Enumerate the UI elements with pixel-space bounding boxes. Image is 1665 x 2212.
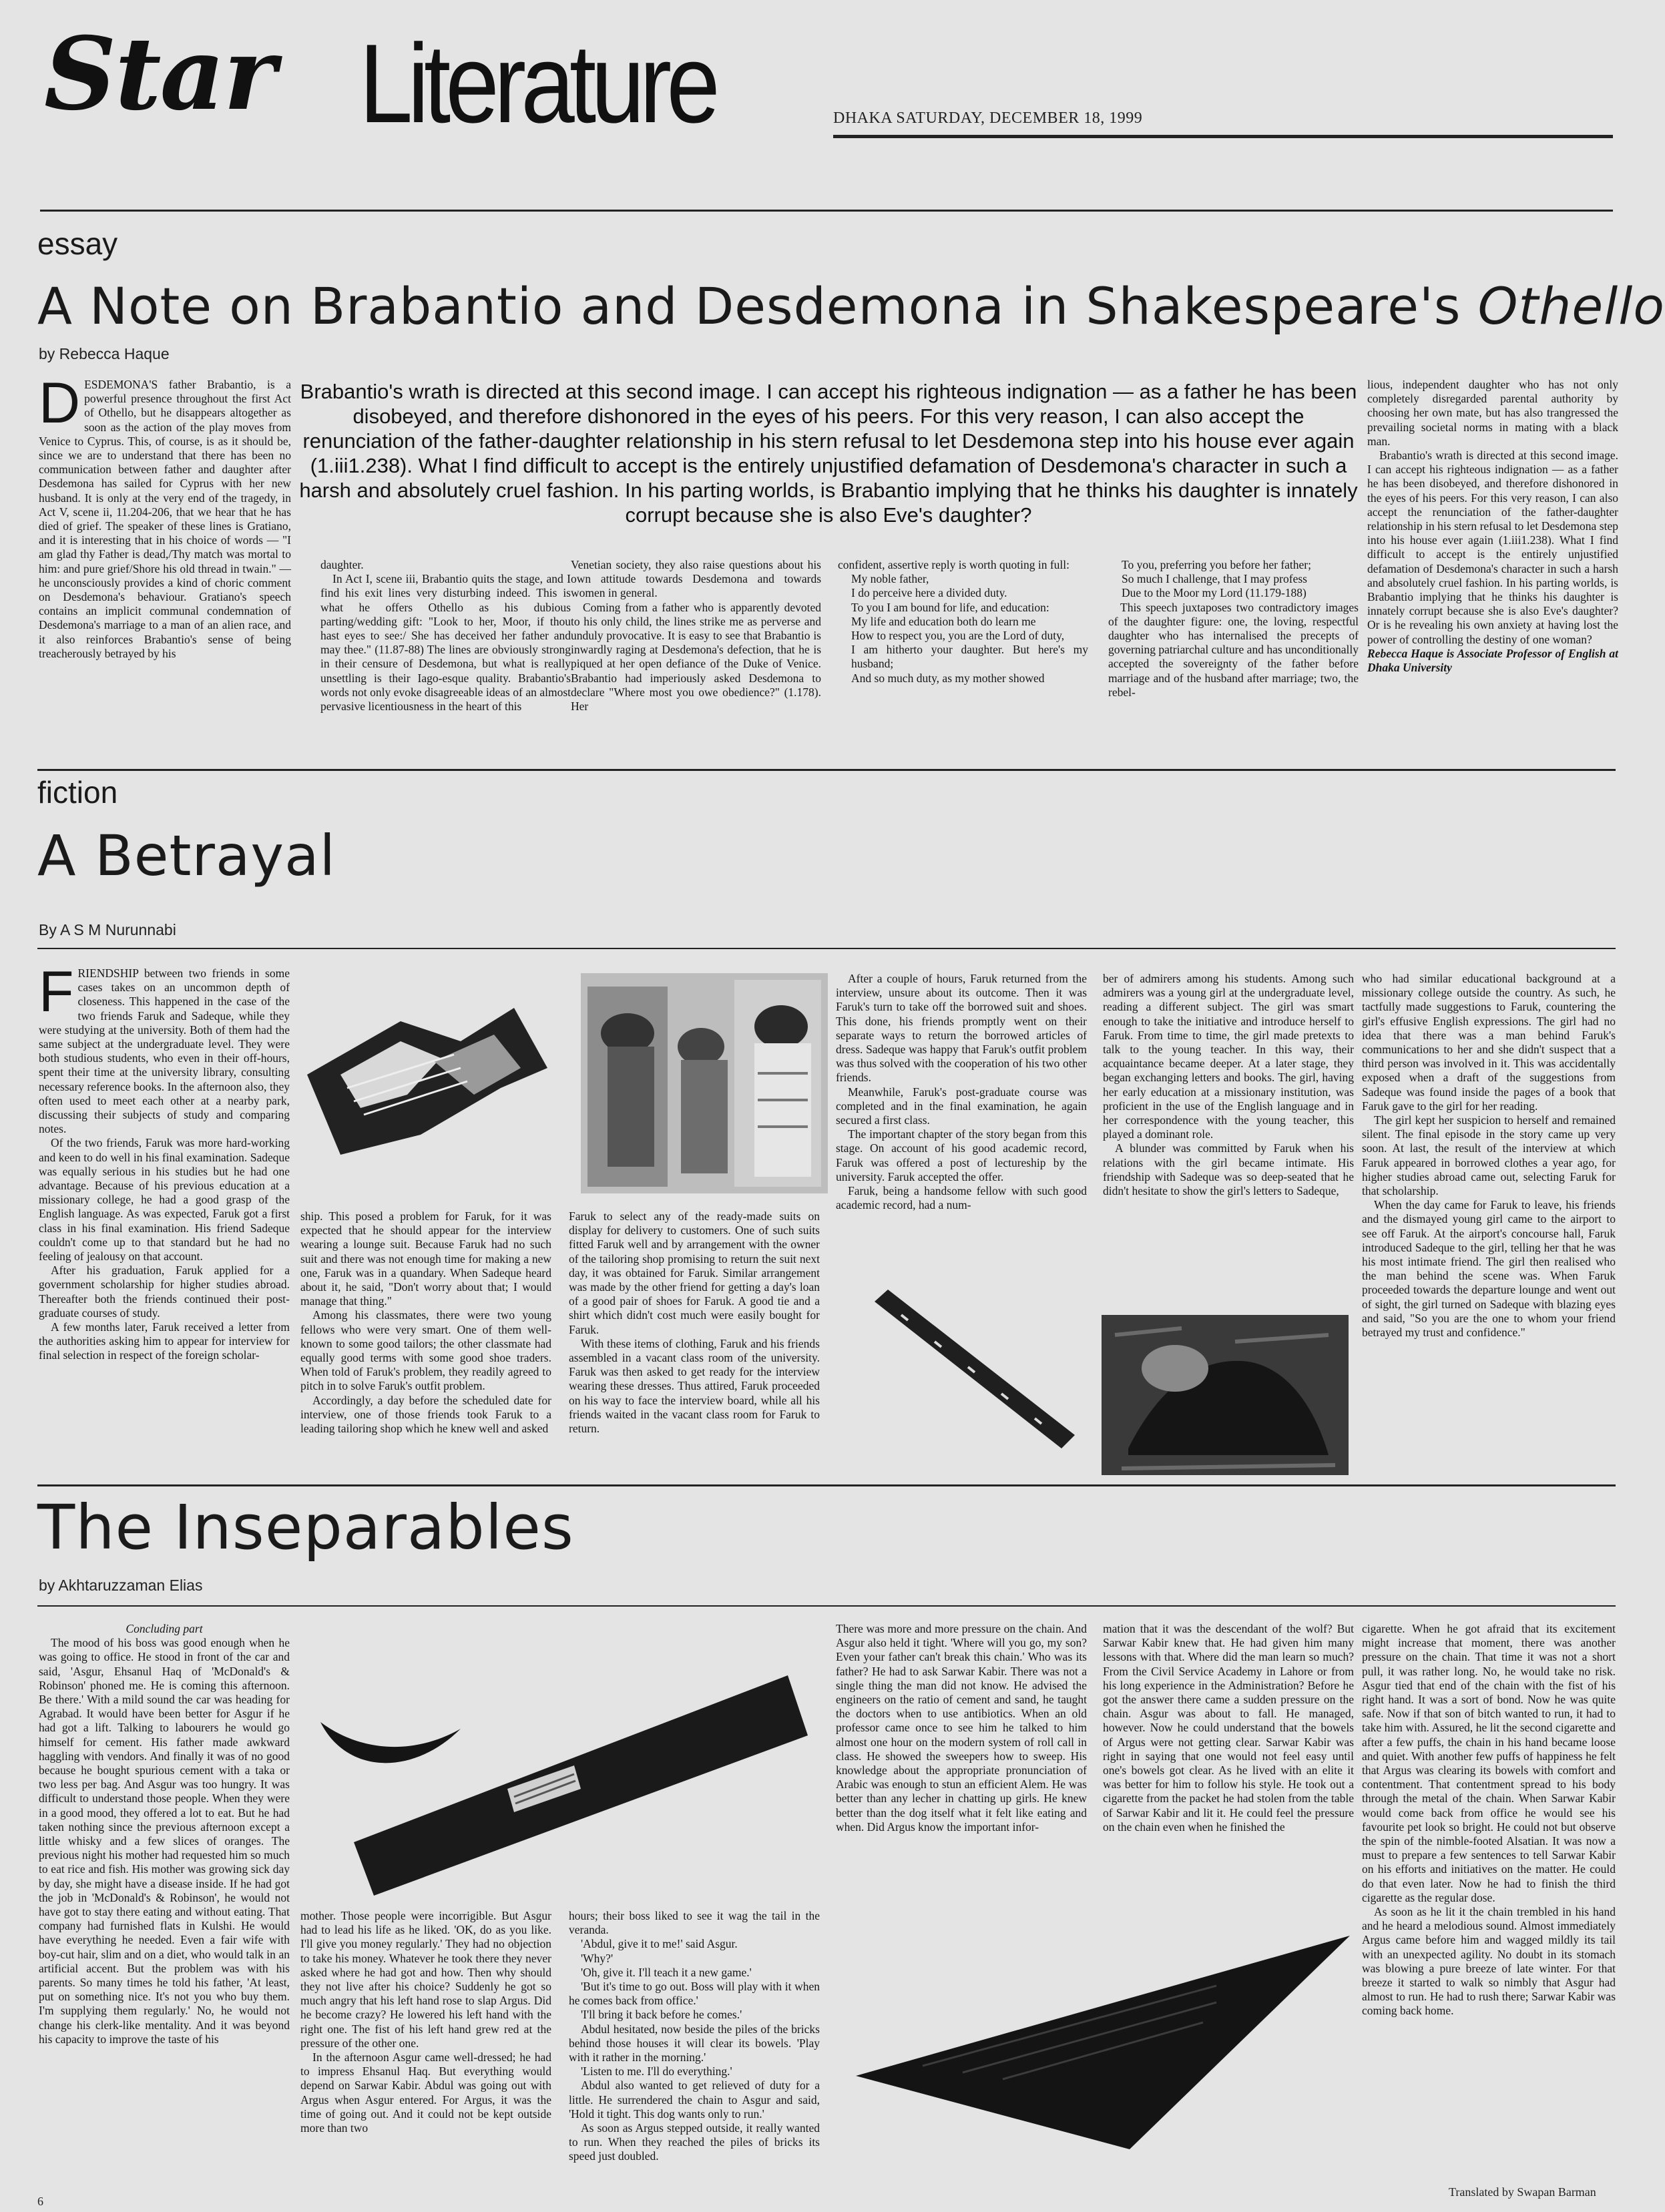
essay-col6-para-1: lious, independent daughter who has not only completely disregarded parental authority by choosing her own mate, but has also trangressed the prevailing societal norms in mating with a black man. xyxy=(1367,378,1618,448)
inseparables-column-6 xyxy=(1362,1622,1616,2183)
crescent-shape xyxy=(320,1722,461,1763)
inseparables-col3-line-3: 'Oh, give it. I'll teach it a new game.' xyxy=(581,1965,752,1979)
fiction-col3-para-1: Faruk to select any of the ready-made suits on display for delivery to customers. One of such suits fitted Faruk well and by arrangement with the owner of the tailoring shop promising to return the suit next day, it was obtained for Faruk. Similar arrangement was made by the other friend for getting a day's loan of a good pair of shoes for Faruk. A good tie and a shirt which didn't cost much were easily bought for Faruk. xyxy=(569,1209,820,1336)
fiction-illustration-crowd xyxy=(581,973,828,1193)
essay-col4-para-1: confident, assertive reply is worth quoting in full: xyxy=(838,558,1070,571)
fiction-illustration-shard xyxy=(300,995,554,1168)
fiction-col5-para-2: A blunder was committed by Faruk when his relations with the girl became intimate. His friendship with Sadeque was so deep-seated that he didn't hesitate to show the girl's letters to Sadeque, xyxy=(1103,1141,1354,1198)
essay-col4-verse-7: And so much duty, as my mother showed xyxy=(851,671,1045,685)
bar-shape xyxy=(354,1675,808,1896)
inseparables-col6-para-2: As soon as he lit it the chain trembled in his hand and he heard a melodious sound. Almost immediately Argus came before him and wagged mildly its tail with an unexpected agility. No doubt in its stomach was blowing a pure breeze of late winter. For that breeze it started to walk so nimbly that Asgur had almost to run. He had to rush there; Sarwar Kabir was coming back home. xyxy=(1362,1905,1616,2018)
fiction-illustration-rod xyxy=(861,1282,1088,1455)
crowd-figure-3 xyxy=(754,1005,808,1048)
inseparables-concluding-label: Concluding part xyxy=(126,1622,203,1635)
fiction-col6-para-1: who had similar educational background at a missionary college outside the country. As such, he tactfully made suggestions to Faruk, countering the girl's effusive English expressions. The girl had no idea that there was a man behind Faruk's communications to her and she didn't suspect that a third person was involved in it. This was accidentally exposed when a draft of the suggestions from Sadeque was found inside the pages of a book that Faruk gave to the girl for her reading. xyxy=(1362,972,1616,1113)
inseparables-col3-line-5: 'I'll bring it back before he comes.' xyxy=(581,2008,742,2022)
inseparables-col1-para: The mood of his boss was good enough when he was going to office. He stood in front of the car and said, 'Asgur, Ehsanul Haq of 'McDonald's & Robinson' phoned me. He is coming this afternoon. Be there.' With a mild sound the car was heading for Agrabad. It would have been better for Asgur if he had got a lift. Talking to labourers he would go himself for cement. His father made awkward haggling with vendors. And finally it was of no good because he bought spurious cement with a taka or two less per bag. And Asgur was too hungry. It was difficult to understand those people. When they were in a good mood, they offered a lot to eat. But he had taken nothing since the previous afternoon except a little whisky and a few slices of oranges. The previous night his mother had requested him so much to eat rice and fish. His mother was growing sick day by day, she might have a disease inside. If he had got the job in 'McDonald's & Robinson', he would not have got to stay there eating and without eating. That company had furnished flats in Kulshi. He would have everything he needed. Even a fair wife with boy-cut hair, slim and on a diet, who would talk in an artificial accent. But the problem was with his parents. So many times he told his father, 'At least, put on something nice. It's not you who buy them. I'm supplying them regularly.' No, he would not change his clerk-like mentality. And it was beyond his capacity to improve the taste of his xyxy=(39,1636,290,2046)
crowd-figure-1-body xyxy=(608,1047,654,1167)
inseparables-column-3 xyxy=(569,1909,820,2209)
inseparables-col6-para-1: cigarette. When he got afraid that its excitement might increase that moment, there was another pressure on the chain. That time it was not a short pull, it was rather long. No, he would take no risk. Asgur tied that end of the chain with the fist of his right hand. It was a sort of bond. Now he was quite safe. Now if that son of bitch wanted to run, it had to take him with. Assured, he lit the second cigarette and after a few puffs, the chain in his hand became loose and quiet. With another few puffs of happiness he felt that Argus was clearing its bowels with comfort and contentment. That contentment spread to his body through the metal of the chain. When Sarwar Kabir would come back from office he would see his favourite pet look so bright. He could not but observe the spin of the nimble-footed Alsatian. It was now a must to prepare a few sentences to tell Sarwar Kabir on his efforts and initiatives on the matter. He could do that even later. Now he had to finish the third cigarette as the regular dose. xyxy=(1362,1622,1616,1904)
inseparables-col3-para-4: As soon as Argus stepped outside, it really wanted to run. When they reached the piles of bricks its speed just doubled. xyxy=(569,2121,820,2163)
fiction-col2-para-3: Accordingly, a day before the scheduled date for interview, one of those friends took Faruk to a leading tailoring shop which he knew well and asked xyxy=(300,1393,551,1436)
fiction-column-5 xyxy=(1103,972,1354,1306)
essay-pullquote: Brabantio's wrath is directed at this second image. I can accept his righteous indignation — as a father he has been disobeyed, and therefore dishonored in the eyes of his peers. For this very reason, I can also accept the renunciation of the father-daughter relationship in his stern refusal to let Desdemona step into his house ever again (1.iii1.238). What I find difficult to accept is the entirely unjustified defamation of Desdemona's character in such a harsh and absolutely cruel fashion. In his parting worlds, is Brabantio implying that he thinks his daughter is innately corrupt because she is also Eve's daughter? xyxy=(299,380,1358,527)
inseparables-col2-para-2: In the afternoon Asgur came well-dressed; he had to impress Ehsanul Haq. But everything would depend on Sarwar Kabir. Abdul was going out with Argus when Asgur entered. For Argus, it was the time of going out. And it could not be kept outside more than two xyxy=(300,2050,551,2135)
inseparables-byline: by Akhtaruzzaman Elias xyxy=(39,1577,203,1594)
inseparables-title: The Inseparables xyxy=(37,1492,574,1563)
essay-col2-para-2: In Act I, scene iii, Brabantio quits the stage, and I find his exit lines very disturbing indeed. This is what he offers Othello as his dubious parting/wedding gift: "Look to her, Moor, if thou hast eyes to see:/ She has deceived her father and may thee." (11.87-88) The lines are obviously strong in their censure of Desdemona, but what is really unsettling is their Iago-esque quality. Brabantio's words not only evoke disagreeable ideas of an almost pervasive licentiousness in the heart of this xyxy=(320,572,571,714)
fiction-col5-para-1: ber of admirers among his students. Among such admirers was a young girl at the undergraduate level, reading a different subject. The girl was smart enough to take the initiative and introduce herself to Faruk. From time to time, the girl made pretexts to talk to the young teacher. In this way, their acquaintance became deeper. At a later stage, they began exchanging letters and books. The girl, having her early education at a missionary institution, was proficient in the use of the English language and in her correspondence with the young teacher, this played a dominant role. xyxy=(1103,972,1354,1141)
essay-column-6 xyxy=(1367,378,1618,765)
page-number: 6 xyxy=(37,2195,43,2208)
crowd-figure-3-body xyxy=(754,1043,811,1177)
fiction-col1-para-4: A few months later, Faruk received a letter from the authorities asking him to appear for interview for final selection in respect of the foreign scholar- xyxy=(39,1320,290,1362)
essay-col3-para-1: Venetian society, they also raise questions about his own attitude towards Desdemona and towards women in general. xyxy=(571,558,821,600)
essay-author-bio: Rebecca Haque is Associate Professor of English at Dhaka University xyxy=(1367,646,1618,675)
fiction-dropcap: F xyxy=(39,960,74,1024)
essay-col3-para-2: Coming from a father who is apparently devoted to his only child, the lines strike me as perverse and unduly provocative. It is easy to see that Brabantio is inwardly raging at Desdemona's defection, that he is piqued at her open defiance of the Duke of Venice. Brabantio had imperiously asked Desdemona to declare "Where most you owe obedience?" (1.178). Her xyxy=(571,600,821,714)
fiction-title: A Betrayal xyxy=(37,823,336,888)
masthead-logo-script: Star xyxy=(44,15,275,133)
inseparables-col3-para-3: Abdul also wanted to get relieved of duty for a little. He surrendered the chain to Asgur and said, 'Hold it tight. This dog wants only to run.' xyxy=(569,2079,820,2121)
fiction-column-2 xyxy=(300,1209,551,1474)
essay-byline: by Rebecca Haque xyxy=(39,345,170,362)
crowd-figure-2 xyxy=(678,1028,724,1065)
inseparables-illustration-bar xyxy=(307,1622,814,1902)
inseparables-column-5 xyxy=(1103,1622,1354,1902)
essay-col5-verse-1: To you, preferring you before her father; xyxy=(1122,558,1311,571)
inseparables-col3-line-2: 'Why?' xyxy=(581,1951,614,1965)
triangle-shape xyxy=(856,1936,1350,2149)
fiction-illustration-dark-painting xyxy=(1102,1315,1349,1475)
inseparables-col3-line-4: 'But it's time to go out. Boss will play with it when he comes back from office.' xyxy=(569,1980,820,2008)
fiction-column-4 xyxy=(836,972,1087,1240)
fiction-col2-para-1: ship. This posed a problem for Faruk, for it was expected that he should appear for the interview wearing a lounge suit. Because Faruk had no such suit and there was not enough time for making a new one, Faruk was in a quandary. When Sadeque heard about it, he said, "Don't worry about that; I would manage that thing." xyxy=(300,1209,551,1308)
masthead-section-name: Literature xyxy=(359,21,715,146)
rod-shape xyxy=(875,1290,1075,1448)
essay-column-3 xyxy=(571,558,821,752)
essay-col4-verse-1: My noble father, xyxy=(851,572,929,586)
masthead xyxy=(0,0,1637,220)
fiction-bottom-rule xyxy=(37,1484,1616,1486)
dark-painting-light xyxy=(1142,1345,1208,1392)
fiction-col3-para-2: With these items of clothing, Faruk and his friends assembled in a vacant class room of the university. Faruk was then asked to get ready for the interview wearing these dresses. Thus attired, Faruk proceeded on his way to face the interview board, while all his friends waited in the vacant class room for Faruk to return. xyxy=(569,1336,820,1436)
essay-col6-para-2: Brabantio's wrath is directed at this second image. I can accept his righteous indignation — as a father he has been disobeyed, and therefore dishonored in the eyes of his peers. For this very reason, I can also accept the renunciation of the father-daughter relationship in his stern refusal to let Desdemona step into his house ever again (1.iii1.238). What I find difficult to accept is the entirely unjustified defamation of Desdemona's character in such a harsh and absolutely cruel fashion. In his parting worlds, is Brabantio implying that he thinks his daughter is innately corrupt because she is also Eve's daughter? Or is he revealing his own anxiety at having lost the power of controlling the destiny of one woman? xyxy=(1367,449,1618,646)
inseparables-col5-para: mation that it was the descendant of the wolf? But Sarwar Kabir knew that. He had given him many lessons with that. Where did the man learn so much? From the Civil Service Academy in Lahore or from his long experience in the Administration? Before he got the answer there came a sudden pressure on the chain. Asgur was about to fall. He managed, however. Now he could understand that the bowels of Argus were not getting clear. Sarwar Kabir was right in saying that one would not feel easy until one's bowels got clear. As he lived with an elite it was better for him to follow his style. He took out a cigarette from the packet he had stolen from the table of Sarwar Kabir and lit it. He could feel the pressure on the chain even when he finished the xyxy=(1103,1622,1354,1834)
inseparables-column-2 xyxy=(300,1909,551,2209)
essay-col1-lead: ESDEMONA'S father Brabantio, is a powerful presence throughout the first Act of Othello, but he disappears altogether as soon as the action of the play moves from Venice to Cyprus. This, of course, is as it should be, since we are to understand that there has been no communication between father and daughter after Desdemona has sailed for Cyprus with her new husband. It is only at the very end of the tragedy, in Act V, scene ii, 11.204-206, that we hear that he has died of grief. The speaker of these lines is Gratiano, and it is interesting that in his choice of words — "I am glad thy Father is dead,/Thy match was mortal to him: and pure grief/Shore his old thread in twain." — he unconsciously provides a kind of choric comment on Desdemona's behaviour. Gratiano's speech contains an implicit communal condemnation of Desdemona's marriage to a man of an alien race, and it also reinforces Brabantio's sense of being treacherously betrayed by his xyxy=(39,378,291,660)
inseparables-col4-para: There was more and more pressure on the chain. And Asgur also held it tight. 'Where will you go, my son? Even your father can't break this chain.' Who was its father? He had to ask Sarwar Kabir. There was not a single thing the man did not know. He advised the engineers on the ratio of cement and sand, he taught the doctors when to use antibiotics. When an old professor came once to see him he talked to him almost one hour on the modern system of roll call in class. He showed the sweepers how to sweep. His knowledge about the appropriate pronunciation of Arabic was enough to stun an efficient Alem. He was better than any lecher in chatting up girls. He knew better than the dog itself what it felt like eating and when. Did Argus know the important infor- xyxy=(836,1622,1087,1834)
inseparables-column-1 xyxy=(39,1622,290,2209)
fiction-col4-para-4: Faruk, being a handsome fellow with such good academic record, had a num- xyxy=(836,1184,1087,1212)
essay-col4-verse-2: I do perceive here a divided duty. xyxy=(851,586,1007,600)
translator-credit: Translated by Swapan Barman xyxy=(1449,2185,1596,2199)
essay-col2-para-1: daughter. xyxy=(320,558,364,571)
fiction-column-1 xyxy=(39,960,290,1474)
shard-shape xyxy=(307,1008,547,1155)
essay-col4-verse-6: I am hitherto your daughter. But here's my husband; xyxy=(851,643,1088,671)
inseparables-col3-line-1: 'Abdul, give it to me!' said Asgur. xyxy=(581,1937,738,1951)
essay-col4-verse-5: How to respect you, you are the Lord of duty, xyxy=(851,629,1065,643)
fiction-col2-para-2: Among his classmates, there were two young fellows who were very smart. One of them well-known to some good tailors; the other classmate had equally good terms with some good shoe traders. When told of Faruk's problem, they readily agreed to pitch in to solve Faruk's outfit problem. xyxy=(300,1308,551,1393)
masthead-rule-long xyxy=(40,210,1613,212)
fiction-column-6 xyxy=(1362,972,1616,1479)
essay-column-1 xyxy=(39,371,291,752)
fiction-col1-para-2: Of the two friends, Faruk was more hard-working and keen to do well in his final examination. Sadeque was equally serious in his studies but he had one advantage. Because of his previous education at a missionary college, he had a good grasp of the English language. As was expected, Faruk got a first class in his final examination. His friend Sadeque couldn't come up to that standard but he had no feeling of jealousy on that account. xyxy=(39,1136,290,1264)
fiction-col4-para-2: Meanwhile, Faruk's post-graduate course was completed and in the final examination, he again secured a first class. xyxy=(836,1085,1087,1127)
inseparables-col3-line-6: 'Listen to me. I'll do everything.' xyxy=(581,2064,732,2079)
dateline: DHAKA SATURDAY, DECEMBER 18, 1999 xyxy=(833,109,1143,127)
essay-title xyxy=(37,276,1665,336)
fiction-title-rule xyxy=(37,948,1616,949)
fiction-col6-para-2: The girl kept her suspicion to herself and remained silent. The final episode in the story came up very soon. At last, the result of the interview at which Faruk appeared in borrowed clothes a year ago, for higher studies abroad came out, selecting Faruk for that scholarship. xyxy=(1362,1113,1616,1198)
essay-title-main: A Note on Brabantio and Desdemona in Shakespeare's xyxy=(37,276,1478,336)
inseparables-column-4 xyxy=(836,1622,1087,1902)
essay-title-italic: Othello xyxy=(1477,276,1665,336)
inseparables-col3-para-1: hours; their boss liked to see it wag the tail in the veranda. xyxy=(569,1909,820,1937)
fiction-col1-lead: RIENDSHIP between two friends in some cases takes on an uncommon depth of closeness. This happened in the case of the two friends Faruk and Sadeque, while they were studying at the university. Both of them had the same subject at the undergraduate level. They were both studious students, who even in their off-hours, spent their time at the university library, consulting necessary reference books. In the afternoon also, they often used to meet each other at a nearby park, discussing their subjects of study and comparing notes. xyxy=(39,966,290,1136)
fiction-byline: By A S M Nurunnabi xyxy=(39,921,176,938)
fiction-section-label: fiction xyxy=(37,775,118,810)
crowd-figure-2-body xyxy=(681,1060,728,1173)
fiction-col4-para-1: After a couple of hours, Faruk returned from the interview, unsure about its outcome. Then it was Faruk's turn to take off the borrowed suit and shoes. This done, his friends promptly went on their separate ways to return the borrowed articles of dress. Sadeque was happy that Faruk's outfit problem was thus solved with the cooperation of his two other friends. xyxy=(836,972,1087,1085)
essay-section-label: essay xyxy=(37,226,118,261)
fiction-col4-para-3: The important chapter of the story began from this stage. On account of his good academic record, Faruk was offered a post of lectureship by the university. Faruk accepted the offer. xyxy=(836,1127,1087,1183)
essay-dropcap: D xyxy=(39,371,81,435)
essay-col5-para-2: This speech juxtaposes two contradictory images of the daughter figure: one, the loving, respectful daughter who has internalised the precepts of governing patriarchal culture and has unconditionally accepted the sovereignty of the father before marriage and of the husband after marriage; two, the rebel- xyxy=(1108,600,1359,699)
essay-bottom-rule xyxy=(37,769,1616,771)
inseparables-illustration-triangle xyxy=(843,1922,1357,2163)
essay-column-2 xyxy=(320,558,571,752)
essay-col4-verse-4: My life and education both do learn me xyxy=(851,614,1036,628)
fiction-col6-para-3: When the day came for Faruk to leave, his friends and the dismayed young girl came to the airport to see off Faruk. At the airport's concourse hall, Faruk introduced Sadeque to the girl, telling her that he was his most intimate friend. The girl then realised who the man behind the scene was. When Faruk proceeded towards the departure lounge and went out of sight, the girl turned on Sadeque with blazing eyes and said, "So you are the one to whom your friend betrayed my trust and confidence." xyxy=(1362,1198,1616,1340)
essay-col4-verse-3: To you I am bound for life, and education: xyxy=(851,600,1049,614)
fiction-column-3 xyxy=(569,1209,820,1474)
essay-column-5 xyxy=(1108,558,1359,752)
essay-col5-verse-3: Due to the Moor my Lord (11.179-188) xyxy=(1122,586,1306,600)
fiction-col1-para-3: After his graduation, Faruk applied for a government scholarship for higher studies abroad. Thereafter both the friends continued their post-graduate courses of study. xyxy=(39,1264,290,1320)
inseparables-col2-para-1: mother. Those people were incorrigible. But Asgur had to lead his life as he liked. 'OK, do as you like. I'll give you money regularly.' They had no objection to take his money. Whatever he took there they never asked where he had got and how. Then why should they not live after his choice? Suddenly he got so much angry that his left hand rose to slap Argus. Did he become crazy? He lowered his left hand with the right one. The fist of his left hand grew red at the pressure of the other one. xyxy=(300,1909,551,2050)
inseparables-title-rule xyxy=(37,1605,1616,1607)
essay-col5-verse-2: So much I challenge, that I may profess xyxy=(1122,572,1307,586)
masthead-rule-short xyxy=(833,135,1613,138)
inseparables-col3-para-2: Abdul hesitated, now beside the piles of the bricks behind those houses it will clear its bowels. 'Play with it rather in the morning.' xyxy=(569,2022,820,2064)
essay-column-4 xyxy=(838,558,1088,752)
